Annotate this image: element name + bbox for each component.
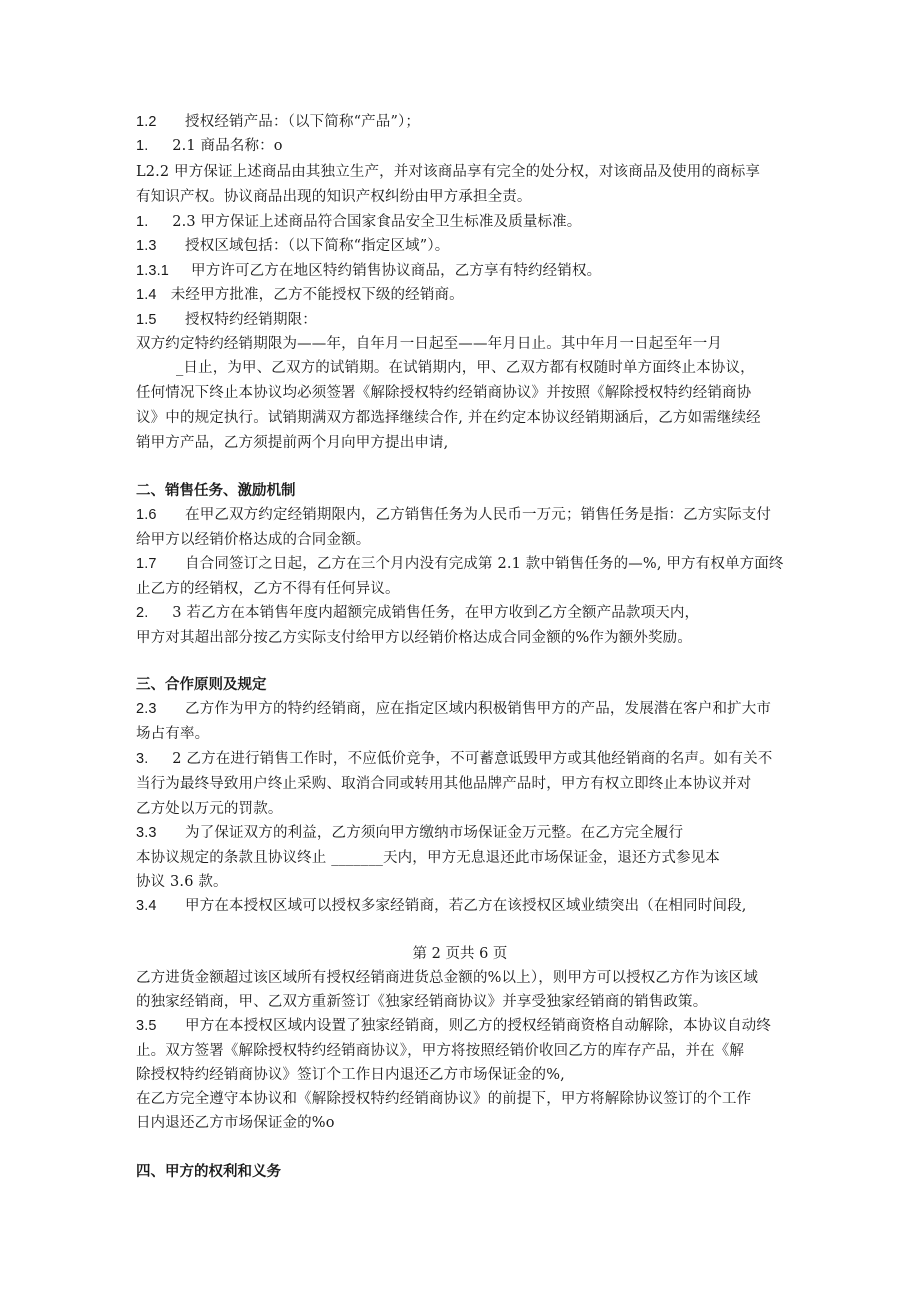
clause-3-4 <box>136 894 796 918</box>
clause-1-6 <box>136 503 796 527</box>
clause-1-2-3 <box>136 210 796 234</box>
clause-1-4 <box>136 283 796 307</box>
clause-continuation <box>136 406 796 430</box>
clause-continuation <box>136 1111 796 1135</box>
clause-text: 场占有率。 <box>136 726 210 742</box>
clause-text: 的独家经销商，甲、乙双方重新签订《独家经销商协议》并享受独家经销商的销售政策。 <box>136 994 708 1010</box>
clause-text: 在甲乙双方约定经销期限内，乙方销售任务为人民币一万元；销售任务是指：乙方实际支付 <box>185 507 772 523</box>
clause-text: 2.1 商品名称：o <box>172 138 283 154</box>
clause-1-2-1 <box>136 134 796 158</box>
clause-text: 除授权特约经销商协议》签订个工作日内退还乙方市场保证金的%, <box>136 1067 565 1083</box>
clause-1-7 <box>136 552 796 576</box>
clause-text: 日内退还乙方市场保证金的%o <box>136 1115 335 1131</box>
clause-3-3 <box>136 821 796 845</box>
clause-text: 2.3 甲方保证上述商品符合国家食品安全卫生标准及质量标准。 <box>172 214 582 230</box>
clause-text: 止乙方的经销权，乙方不得有任何异议。 <box>136 581 400 597</box>
clause-number: 1.3.1 <box>136 263 169 279</box>
clause-text: 甲方许可乙方在地区特约销售协议商品，乙方享有特约经销权。 <box>191 263 602 279</box>
clause-number: 3. <box>136 751 149 767</box>
clause-continuation <box>136 990 796 1014</box>
clause-continuation <box>136 185 796 209</box>
clause-1-5 <box>136 308 796 332</box>
clause-continuation <box>136 870 796 894</box>
clause-2-3 <box>136 601 796 625</box>
clause-text: 乙方作为甲方的特约经销商，应在指定区域内积极销售甲方的产品，发展潜在客户和扩大市 <box>185 701 772 717</box>
page-number-footer: 第 2 页共 6 页 <box>412 946 508 962</box>
section-heading: 二、销售任务、激励机制 <box>136 483 296 499</box>
clause-number: 2.3 <box>136 701 157 717</box>
clause-text: 在乙方完全遵守本协议和《解除授权特约经销商协议》的前提下，甲方将解除协议签订的个工作 <box>136 1091 752 1107</box>
clause-continuation <box>136 1063 796 1087</box>
clause-continuation <box>136 1039 796 1063</box>
clause-number: 3.4 <box>136 898 157 914</box>
clause-3-2 <box>136 747 796 771</box>
section-heading: 四、甲方的权利和义务 <box>136 1164 281 1180</box>
clause-continuation <box>136 332 796 356</box>
clause-continuation <box>176 356 796 380</box>
clause-number: 1.4 <box>136 287 157 303</box>
clause-continuation <box>136 722 796 746</box>
clause-text: 甲方对其超出部分按乙方实际支付给甲方以经销价格达成合同金额的%作为额外奖励。 <box>136 630 692 646</box>
section-heading: 三、合作原则及规定 <box>136 677 267 693</box>
clause-number: 1.6 <box>136 507 157 523</box>
clause-text: 未经甲方批准，乙方不能授权下级的经销商。 <box>170 287 464 303</box>
clause-text: 给甲方以经销价格达成的合同金额。 <box>136 532 371 548</box>
clause-continuation <box>136 966 796 990</box>
clause-3-5 <box>136 1014 796 1038</box>
clause-text: 2 乙方在进行销售工作时，不应低价竞争，不可蓄意诋毁甲方或其他经销商的名声。如有关不 <box>172 751 773 767</box>
clause-number: 1. <box>136 214 149 230</box>
clause-number: 1. <box>136 138 149 154</box>
clause-continuation <box>136 772 796 796</box>
clause-continuation <box>136 381 796 405</box>
clause-text: 为了保证双方的利益，乙方须向甲方缴纳市场保证金万元整。在乙方完全履行 <box>185 825 684 841</box>
clause-text: 甲方在本授权区域可以授权多家经销商，若乙方在该授权区域业绩突出（在相同时间段, <box>185 898 747 914</box>
clause-text: 有知识产权。协议商品出现的知识产权纠纷由甲方承担全责。 <box>136 189 532 205</box>
clause-text: 乙方处以万元的罚款。 <box>136 801 283 817</box>
clause-text: 议》中的规定执行。试销期满双方都选择继续合作, 并在约定本协议经销期涵后，乙方如需继续经 <box>136 410 761 426</box>
clause-number: 2. <box>136 605 149 621</box>
clause-number: 1.5 <box>136 312 157 328</box>
clause-continuation <box>136 626 796 650</box>
clause-text: 任何情况下终止本协议均必须签署《解除授权特约经销商协议》并按照《解除授权特约经销商协 <box>136 385 752 401</box>
clause-text: _日止，为甲、乙双方的试销期。在试销期内，甲、乙双方都有权随时单方面终止本协议， <box>176 360 755 376</box>
clause-1-3-1 <box>136 259 796 283</box>
clause-text: 协议 3.6 款。 <box>136 874 228 890</box>
clause-text: 3 若乙方在本销售年度内超额完成销售任务，在甲方收到乙方全额产品款项天内， <box>172 605 700 621</box>
clause-number: 3.3 <box>136 825 157 841</box>
clause-text: 甲方在本授权区域内设置了独家经销商，则乙方的授权经销商资格自动解除，本协议自动终 <box>185 1018 772 1034</box>
clause-text: 销甲方产品，乙方须提前两个月向甲方提出申请, <box>136 435 449 451</box>
clause-number: 3.5 <box>136 1018 157 1034</box>
clause-number: 1.7 <box>136 556 157 572</box>
clause-number: 1.3 <box>136 238 157 254</box>
clause-text: 自合同签订之日起，乙方在三个月内没有完成第 2.1 款中销售任务的—%, 甲方有权单方面终 <box>185 556 784 572</box>
clause-text: L2.2 甲方保证上述商品由其独立生产，并对该商品享有完全的处分权，对该商品及使用的商标享 <box>136 164 761 180</box>
clause-text: 本协议规定的条款且协议终止 _______天内，甲方无息退还此市场保证金，退还方式参见本 <box>136 850 720 866</box>
clause-text: 当行为最终导致用户终止采购、取消合同或转用其他品牌产品时，甲方有权立即终止本协议并对 <box>136 776 752 792</box>
clause-text: 乙方进货金额超过该区域所有授权经销商进货总金额的%以上），则甲方可以授权乙方作为该区域 <box>136 970 758 986</box>
clause-text: 授权特约经销期限： <box>185 312 317 328</box>
clause-text: 授权经销产品：（以下简称“产品”）； <box>185 114 421 130</box>
clause-continuation <box>136 577 796 601</box>
clause-text: 止。双方签署《解除授权特约经销商协议》，甲方将按照经销价收回乙方的库存产品，并在《解 <box>136 1043 745 1059</box>
clause-continuation <box>136 797 796 821</box>
clause-number: 1.2 <box>136 114 157 130</box>
clause-text: 双方约定特约经销期限为——年，自年月一日起至——年月日止。其中年月一日起至年一月 <box>136 336 722 352</box>
clause-1-2 <box>136 110 796 134</box>
clause-1-3 <box>136 234 796 258</box>
clause-1-2-2 <box>136 160 796 184</box>
clause-continuation <box>136 528 796 552</box>
clause-text: 授权区域包括：（以下简称“指定区域”）。 <box>185 238 450 254</box>
clause-2-3 <box>136 697 796 721</box>
clause-continuation <box>136 431 796 455</box>
clause-continuation <box>136 846 796 870</box>
clause-continuation <box>136 1087 796 1111</box>
